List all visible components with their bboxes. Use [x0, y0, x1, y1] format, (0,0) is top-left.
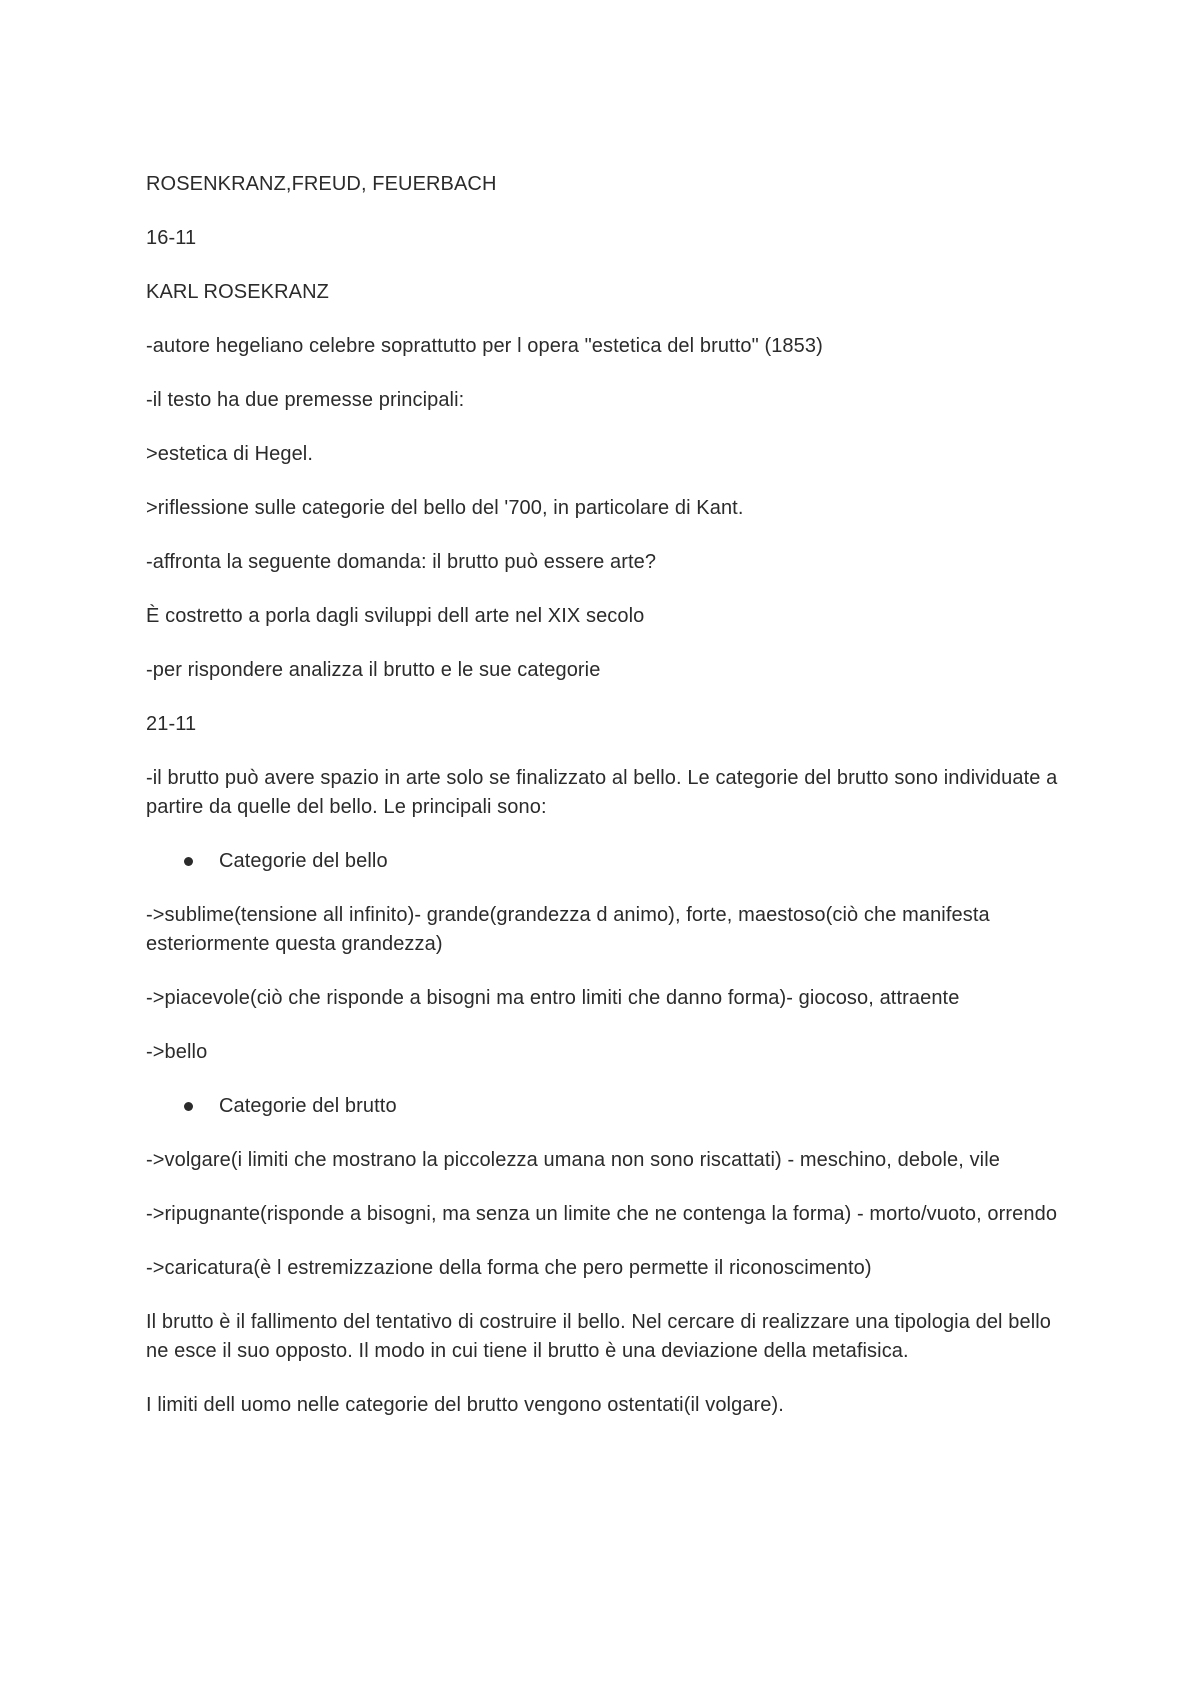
paragraph: -il testo ha due premesse principali: [146, 389, 465, 411]
bullet-list-item [146, 847, 1066, 876]
paragraph: >estetica di Hegel. [146, 443, 313, 465]
paragraph: I limiti dell uomo nelle categorie del brutto vengono ostentati(il volgare). [146, 1394, 784, 1416]
document-body [146, 170, 1066, 1445]
bullet-dot-icon [184, 857, 193, 866]
paragraph: >riflessione sulle categorie del bello del '700, in particolare di Kant. [146, 497, 744, 519]
paragraph: ->caricatura(è l estremizzazione della forma che pero permette il riconoscimento) [146, 1257, 872, 1279]
paragraph: ->volgare(i limiti che mostrano la piccolezza umana non sono riscattati) - meschino, debole, vile [146, 1149, 1000, 1171]
bullet-item-text: Categorie del brutto [219, 1095, 397, 1117]
bullet-list-item [146, 1092, 1066, 1121]
paragraph: ->bello [146, 1041, 208, 1063]
section-heading: KARL ROSEKRANZ [146, 281, 329, 303]
paragraph: -autore hegeliano celebre soprattutto per l opera "estetica del brutto" (1853) [146, 335, 823, 357]
document-title: ROSENKRANZ,FREUD, FEUERBACH [146, 173, 497, 195]
paragraph: Il brutto è il fallimento del tentativo di costruire il bello. Nel cercare di realizzare una tipologia del bello ne esce il suo opposto. Il modo in cui tiene il brutto è una deviazione della metafisica. [146, 1311, 1051, 1362]
date-heading: 16-11 [146, 227, 197, 249]
paragraph: ->sublime(tensione all infinito)- grande(grandezza d animo), forte, maestoso(ciò che manifesta esteriormente questa grandezza) [146, 904, 990, 955]
paragraph: -per rispondere analizza il brutto e le sue categorie [146, 659, 601, 681]
paragraph: -affronta la seguente domanda: il brutto può essere arte? [146, 551, 657, 573]
paragraph: ->ripugnante(risponde a bisogni, ma senza un limite che ne contenga la forma) - morto/vuoto, orrendo [146, 1203, 1058, 1225]
bullet-item-text: Categorie del bello [219, 850, 388, 872]
paragraph: È costretto a porla dagli sviluppi dell arte nel XIX secolo [146, 605, 645, 627]
paragraph: ->piacevole(ciò che risponde a bisogni ma entro limiti che danno forma)- giocoso, attraente [146, 987, 960, 1009]
paragraph: -il brutto può avere spazio in arte solo se finalizzato al bello. Le categorie del brutto sono individuate a partire da quelle del bello. Le principali sono: [146, 767, 1058, 818]
bullet-dot-icon [184, 1102, 193, 1111]
date-heading: 21-11 [146, 713, 197, 735]
